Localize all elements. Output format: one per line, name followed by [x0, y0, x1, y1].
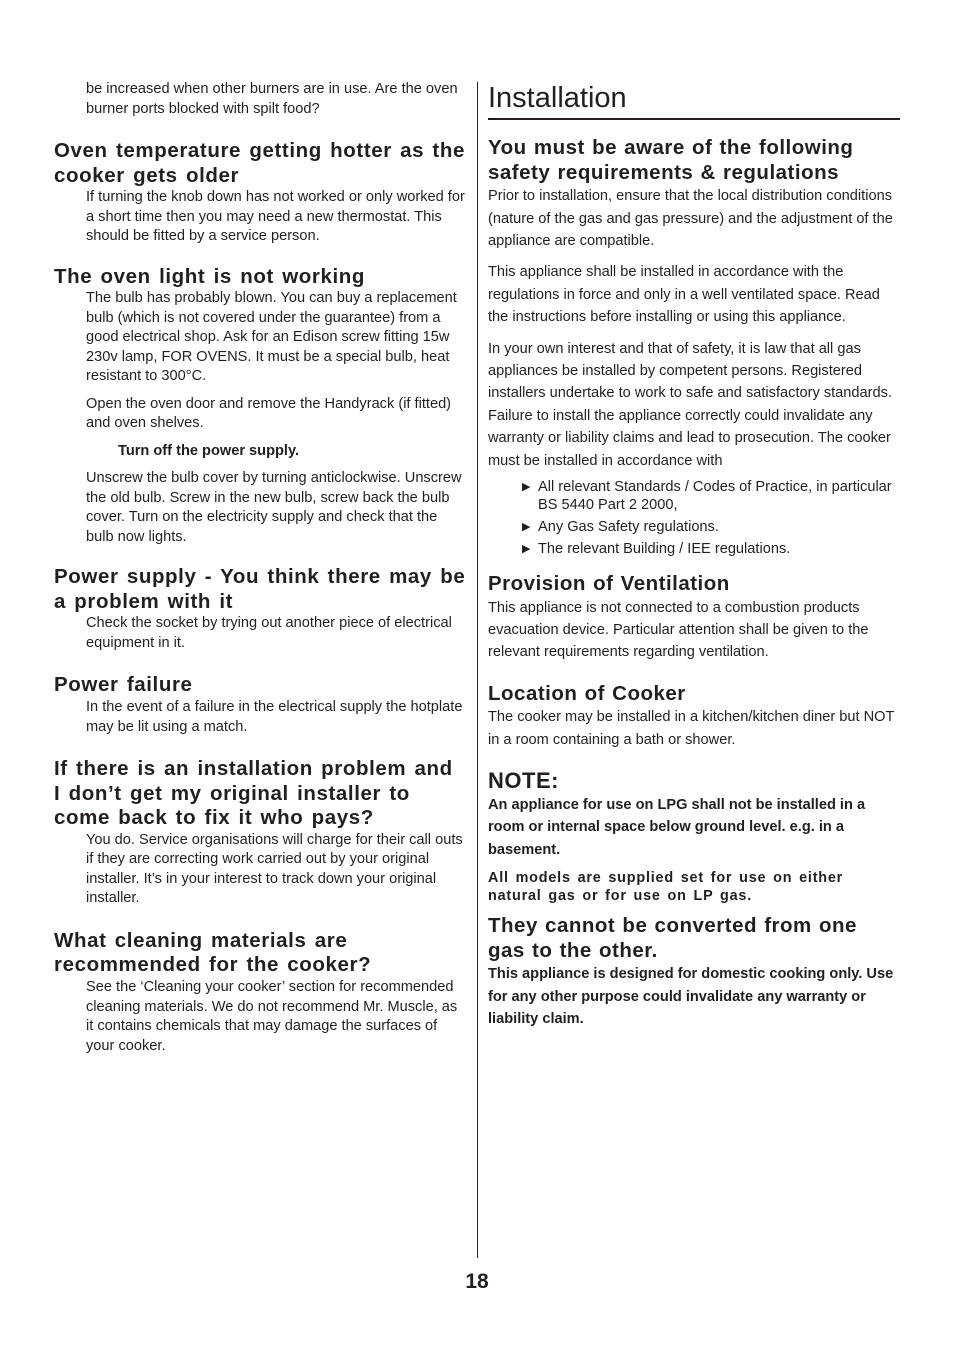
heading-ventilation: Provision of Ventilation: [488, 572, 730, 596]
oven-light-text-2: Open the oven door and remove the Handyrack (if fitted) and oven shelves.: [86, 395, 452, 432]
heading-oven-temperature: Oven temperature getting hotter as the cooker gets older: [54, 139, 465, 187]
installation-problem-text: You do. Service organisations will charge for their call outs if they are correcting work carried out by your original installer. It’s in your interest to track down your original installer.: [86, 831, 463, 907]
oven-light-warning: Turn off the power supply.: [118, 442, 300, 459]
triangle-bullet-icon: ▶: [522, 521, 531, 534]
heading-installation-problem: If there is an installation problem and I don’t get my original installer to come back to fix it who pays?: [54, 757, 453, 830]
power-supply-text: Check the socket by trying out another piece of electrical equipment in it.: [86, 615, 452, 651]
column-divider: [477, 82, 478, 1258]
regulations-list: [522, 478, 900, 558]
heading-note: NOTE:: [488, 768, 559, 794]
oven-light-text-4: Unscrew the bulb cover by turning anticlockwise. Unscrew the old bulb. Screw in the new bulb, screw back the bulb cover. Turn on the electricity supply and check that the bulb now lights.: [86, 470, 462, 545]
triangle-bullet-icon: ▶: [522, 543, 531, 556]
heading-power-failure: Power failure: [54, 673, 193, 697]
right-column: [488, 80, 900, 1031]
list-item: ▶ Any Gas Safety regulations.: [522, 519, 719, 536]
heading-power-supply: Power supply - You think there may be a problem with it: [54, 565, 466, 613]
intro-paragraph: be increased when other burners are in use. Are the oven burner ports blocked with spilt food?: [86, 81, 458, 117]
note-text-1: An appliance for use on LPG shall not be installed in a room or internal space below ground level. e.g. in a basement.: [488, 796, 866, 858]
triangle-bullet-icon: ▶: [522, 481, 531, 494]
conversion-text: This appliance is designed for domestic cooking only. Use for any other purpose could invalidate any warranty or liability claim.: [488, 966, 894, 1028]
oven-temperature-text: If turning the knob down has not worked or only worked for a short time then you may need a new thermostat. This should be fitted by a service person.: [86, 189, 465, 245]
left-column: [54, 80, 466, 1056]
ventilation-text: This appliance is not connected to a combustion products evacuation device. Particular attention shall be given to the relevant requirements regarding ventilation.: [488, 599, 869, 661]
heading-cleaning-materials: What cleaning materials are recommended for the cooker?: [54, 928, 372, 977]
location-text: The cooker may be installed in a kitchen/kitchen diner but NOT in a room containing a bath or shower.: [488, 709, 895, 748]
safety-text-2: This appliance shall be installed in accordance with the regulations in force and only in a well ventilated space. Read the instructions before installing or using this appliance.: [488, 264, 880, 326]
heading-safety-requirements: You must be aware of the following safety requirements & regulations: [488, 136, 854, 184]
page-number: 18: [465, 1270, 489, 1293]
list-item: ▶ The relevant Building / IEE regulations.: [522, 541, 791, 558]
heading-oven-light: The oven light is not working: [54, 264, 365, 288]
page-title: Installation: [488, 80, 900, 120]
power-failure-text: In the event of a failure in the electrical supply the hotplate may be lit using a match.: [86, 699, 463, 735]
cleaning-materials-text: See the ‘Cleaning your cooker’ section for recommended cleaning materials. We do not recommend Mr. Muscle, as it contains chemicals that may damage the surfaces of your cooker.: [86, 979, 458, 1054]
note-text-2: All models are supplied set for use on either natural gas or for use on LP gas.: [488, 870, 844, 905]
list-item: ▶ All relevant Standards / Codes of Practice, in particular BS 5440 Part 2 2000,: [522, 479, 892, 514]
heading-conversion: They cannot be converted from one gas to the other.: [488, 914, 857, 962]
oven-light-text-1: The bulb has probably blown. You can buy a replacement bulb (which is not covered under the guarantee) from a good electrical shop. Ask for an Edison screw fitting 15w 230v lamp, FOR OVENS. It must be a special bulb, heat resistant to 300°C.: [86, 290, 457, 385]
heading-location: Location of Cooker: [488, 681, 686, 705]
safety-text-1: Prior to installation, ensure that the local distribution conditions (nature of the gas and gas pressure) and the adjustment of the appliance are compatible.: [488, 188, 893, 249]
safety-text-3: In your own interest and that of safety, it is law that all gas appliances be installed by competent persons. Registered installers undertake to work to safe and satisfactory standards. Failure to install the appliance correctly could invalidate any warranty or liability claims and lead to prosecution. The cooker must be installed in accordance with: [488, 340, 892, 469]
